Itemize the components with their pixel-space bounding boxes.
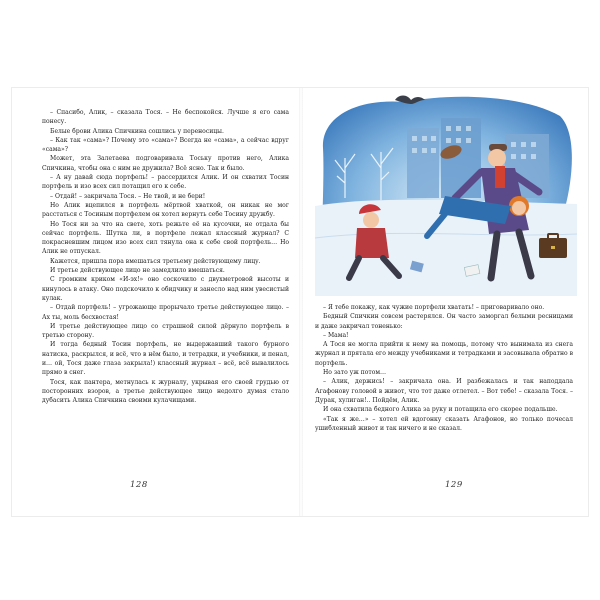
left-paragraph-10: И третье действующее лицо не замедлило вмешаться. xyxy=(50,267,225,275)
right-page-number: 129 xyxy=(445,480,463,490)
left-paragraph-4: Может, эта Залетаева подговаривала Тоську против него, Алика Спичкина, чтобы она с ним не дружила? Всё ясно. Так и было. xyxy=(42,155,289,172)
illustration-svg xyxy=(315,88,577,296)
left-paragraph-13: И третье действующее лицо со страшной силой дёрнуло портфель в третью сторону. xyxy=(42,322,289,340)
left-page xyxy=(42,108,289,508)
right-paragraph-1: – Я тебе покажу, как чужие портфели хватать! – приговаривало оно. xyxy=(323,304,545,311)
right-paragraph-8: «Так я же…» – хотел ей вдогонку сказать Агафонов, но только почесал ушибленный живот и так ничего и не сказал. xyxy=(315,415,573,432)
left-paragraph-8: Но Тося ни за что на свете, хоть режьте её на кусочки, не отдала бы сейчас портфель. Шутка ли, в портфеле лежал классный журнал? С покрасневшим лицом изо всех сил тянула она к себе свой портфель… Но Алик не отпускал. xyxy=(42,220,289,256)
left-paragraph-12: – Отдай портфель! – угрожающе прорычало третье действующее лицо. – Ах ты, моль бесхвостая! xyxy=(42,304,289,321)
left-paragraph-7: Но Алик вцепился в портфель мёртвой хваткой, он никак не мог расстаться с Тосиным портфелем он хотел вернуть себе Тосину дружбу. xyxy=(42,201,289,219)
winter-fight-illustration xyxy=(315,88,577,296)
book-gutter xyxy=(299,88,303,516)
right-paragraph-4: А Тося не могла прийти к нему на помощь, потому что вынимала из снега журнал и прятала его между учебниками и тетрадками и засовывала обратно в портфель. xyxy=(315,341,573,367)
left-paragraph-14: И тогда бедный Тосин портфель, не выдержавший такого бурного натиска, раскрылся, и всё, что в нём было, и тетрадки, и учебники, и пенал, и… ой, Тося даже глаза закрыла!) классный журнал – всё, всё вывалилось прямо в снег. xyxy=(42,341,289,377)
left-paragraph-3: – Как так «сама»? Почему это «сама»? Всегда не «сама», а сейчас вдруг «сама»? xyxy=(42,136,289,154)
right-paragraph-7: И она схватила бедного Алика за руку и потащила его скорее подальше. xyxy=(323,406,558,414)
right-paragraph-5: Но зато уж потом… xyxy=(323,369,387,377)
left-paragraph-15: Тося, как пантера, метнулась к журналу, укрывая его своей грудью от посторонних взоров, а третье действующее лицо недолго думая стало дубасить Алика Спичкина своими кулачищами. xyxy=(42,378,289,405)
right-paragraph-3: – Мама! xyxy=(323,331,349,339)
right-paragraph-2: Бедный Спичкин совсем растерялся. Он часто заморгал белыми ресницами и даже закричал тоненько: xyxy=(315,313,573,330)
right-page xyxy=(315,88,577,508)
left-page-number: 128 xyxy=(130,480,148,490)
left-paragraph-9: Кажется, пришла пора вмешаться третьему действующему лицу. xyxy=(50,257,261,265)
left-paragraph-1: – Спасибо, Алик, – сказала Тося. – Не беспокойся. Лучше я его сама понесу. xyxy=(42,109,289,126)
right-page-text xyxy=(315,303,573,433)
book-spread xyxy=(12,88,588,516)
right-paragraph-6: – Алик, держись! – закричала она. И разбежалась и так наподдала Агафонову головой в живот, что тот даже отлетел. – Вот тебе! – сказала Тося. – Дурак, хулиган!.. Пойдём, Алик. xyxy=(315,378,573,404)
left-paragraph-6: – Отдай! – закричала Тося. – Не твой, и не бери! xyxy=(50,192,206,200)
left-paragraph-5: – А ну давай сюда портфель! – рассердился Алик. И он схватил Тосин портфель и изо всех сил потащил его к себе. xyxy=(42,174,289,191)
left-paragraph-2: Белые брови Алика Спичкина сошлись у переносицы. xyxy=(50,127,224,135)
left-paragraph-11: С громким криком «И-эх!» оно соскочило с двухметровой высоты и кинулось в атаку. Оно подскочило к обидчику и занесло над ним увесистый кулак. xyxy=(42,276,289,302)
